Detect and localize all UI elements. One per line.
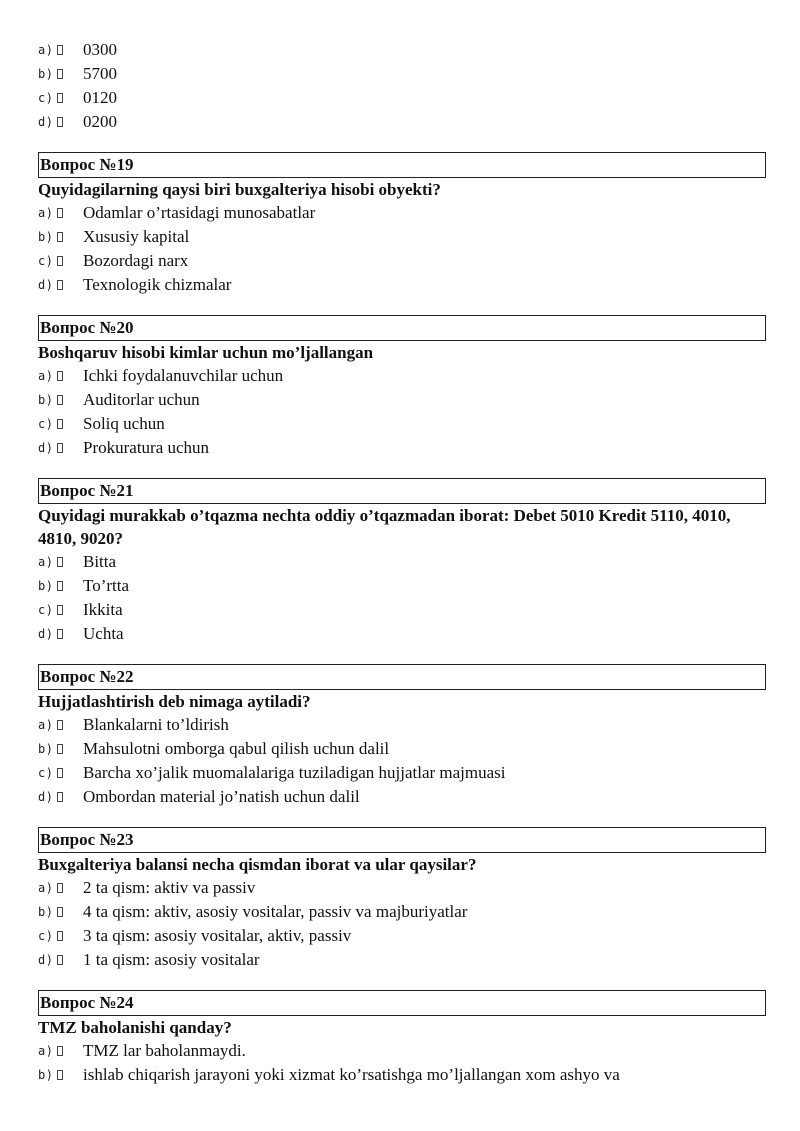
option-letter: c) — [38, 417, 54, 431]
option-letter: b) — [38, 742, 54, 756]
option-text: Blankalarni to’ldirish — [83, 715, 229, 734]
question-header: Вопрос №22 — [38, 664, 766, 690]
option-text: TMZ lar baholanmaydi. — [83, 1041, 246, 1060]
top-option-list — [38, 38, 766, 134]
option-item[interactable] — [38, 622, 766, 646]
checkbox-icon[interactable] — [57, 208, 63, 218]
checkbox-icon[interactable] — [57, 419, 63, 429]
option-letter: c) — [38, 929, 54, 943]
option-item[interactable] — [38, 713, 766, 737]
option-item[interactable] — [38, 598, 766, 622]
option-item[interactable] — [38, 1039, 766, 1063]
option-text: Ichki foydalanuvchilar uchun — [83, 366, 284, 385]
checkbox-icon[interactable] — [57, 768, 63, 778]
option-text: Bitta — [83, 552, 117, 571]
question-text: Buxgalteriya balansi necha qismdan iborat va ular qaysilar? — [38, 855, 477, 874]
option-letter: b) — [38, 905, 54, 919]
option-text: Odamlar o’rtasidagi munosabatlar — [83, 203, 316, 222]
option-letter: d) — [38, 627, 54, 641]
checkbox-icon[interactable] — [57, 69, 63, 79]
option-letter: b) — [38, 579, 54, 593]
checkbox-icon[interactable] — [57, 395, 63, 405]
option-text: 5700 — [83, 64, 117, 83]
option-item[interactable] — [38, 412, 766, 436]
question-header: Вопрос №20 — [38, 315, 766, 341]
option-text: To’rtta — [83, 576, 130, 595]
question-header: Вопрос №23 — [38, 827, 766, 853]
question-text: Quyidagi murakkab o’tqazma nechta oddiy o’tqazmadan iborat: Debet 5010 Kredit 5110, 4010, 4810, 9020? — [38, 506, 731, 548]
question-block — [38, 315, 766, 460]
option-item[interactable] — [38, 876, 766, 900]
question-block — [38, 664, 766, 809]
checkbox-icon[interactable] — [57, 955, 63, 965]
option-item[interactable] — [38, 249, 766, 273]
option-letter: a) — [38, 881, 54, 895]
option-letter: c) — [38, 766, 54, 780]
option-letter: d) — [38, 278, 54, 292]
option-item[interactable] — [38, 924, 766, 948]
checkbox-icon[interactable] — [57, 45, 63, 55]
option-letter: c) — [38, 603, 54, 617]
option-text: 0300 — [83, 40, 117, 59]
option-item[interactable] — [38, 62, 766, 86]
option-item[interactable] — [38, 364, 766, 388]
option-item[interactable] — [38, 761, 766, 785]
question-header: Вопрос №21 — [38, 478, 766, 504]
option-item[interactable] — [38, 574, 766, 598]
option-letter: a) — [38, 43, 54, 57]
checkbox-icon[interactable] — [57, 232, 63, 242]
question-block — [38, 827, 766, 972]
option-item[interactable] — [38, 785, 766, 809]
checkbox-icon[interactable] — [57, 883, 63, 893]
checkbox-icon[interactable] — [57, 1046, 63, 1056]
option-item[interactable] — [38, 436, 766, 460]
option-text: 3 ta qism: asosiy vositalar, aktiv, passiv — [83, 926, 352, 945]
checkbox-icon[interactable] — [57, 931, 63, 941]
checkbox-icon[interactable] — [57, 1070, 63, 1080]
option-text: Ikkita — [83, 600, 123, 619]
option-item[interactable] — [38, 86, 766, 110]
option-text: Texnologik chizmalar — [83, 275, 232, 294]
checkbox-icon[interactable] — [57, 443, 63, 453]
option-text: Auditorlar uchun — [83, 390, 200, 409]
question-header: Вопрос №24 — [38, 990, 766, 1016]
option-text: 1 ta qism: asosiy vositalar — [83, 950, 260, 969]
option-item[interactable] — [38, 110, 766, 134]
option-letter: b) — [38, 67, 54, 81]
option-letter: d) — [38, 115, 54, 129]
option-letter: b) — [38, 230, 54, 244]
option-letter: a) — [38, 718, 54, 732]
checkbox-icon[interactable] — [57, 93, 63, 103]
checkbox-icon[interactable] — [57, 371, 63, 381]
option-item[interactable] — [38, 273, 766, 297]
option-letter: a) — [38, 1044, 54, 1058]
option-text: Prokuratura uchun — [83, 438, 210, 457]
checkbox-icon[interactable] — [57, 605, 63, 615]
option-item[interactable] — [38, 201, 766, 225]
option-item[interactable] — [38, 388, 766, 412]
option-letter: d) — [38, 953, 54, 967]
option-text: ishlab chiqarish jarayoni yoki xizmat ko’rsatishga mo’ljallangan xom ashyo va — [83, 1065, 620, 1084]
option-letter: a) — [38, 555, 54, 569]
option-text: Barcha xo’jalik muomalalariga tuziladigan hujjatlar majmuasi — [83, 763, 506, 782]
option-text: Mahsulotni omborga qabul qilish uchun dalil — [83, 739, 390, 758]
checkbox-icon[interactable] — [57, 581, 63, 591]
option-letter: b) — [38, 393, 54, 407]
checkbox-icon[interactable] — [57, 256, 63, 266]
checkbox-icon[interactable] — [57, 557, 63, 567]
option-letter: c) — [38, 91, 54, 105]
option-item[interactable] — [38, 948, 766, 972]
option-text: Soliq uchun — [83, 414, 165, 433]
quiz-page — [38, 38, 766, 1087]
option-text: Xususiy kapital — [83, 227, 190, 246]
option-text: 0120 — [83, 88, 117, 107]
checkbox-icon[interactable] — [57, 744, 63, 754]
option-letter: c) — [38, 254, 54, 268]
question-block — [38, 478, 766, 646]
option-item[interactable] — [38, 38, 766, 62]
checkbox-icon[interactable] — [57, 629, 63, 639]
checkbox-icon[interactable] — [57, 720, 63, 730]
question-text: Hujjatlashtirish deb nimaga aytiladi? — [38, 692, 311, 711]
option-letter: a) — [38, 369, 54, 383]
question-block — [38, 152, 766, 297]
option-item[interactable] — [38, 225, 766, 249]
question-block — [38, 990, 766, 1087]
option-item[interactable] — [38, 737, 766, 761]
option-letter: d) — [38, 441, 54, 455]
option-text: Uchta — [83, 624, 124, 643]
checkbox-icon[interactable] — [57, 280, 63, 290]
option-item[interactable] — [38, 550, 766, 574]
option-letter: d) — [38, 790, 54, 804]
checkbox-icon[interactable] — [57, 117, 63, 127]
checkbox-icon[interactable] — [57, 792, 63, 802]
option-letter: a) — [38, 206, 54, 220]
option-text: 4 ta qism: aktiv, asosiy vositalar, passiv va majburiyatlar — [83, 902, 468, 921]
question-header: Вопрос №19 — [38, 152, 766, 178]
question-text: TMZ baholanishi qanday? — [38, 1018, 232, 1037]
option-letter: b) — [38, 1068, 54, 1082]
checkbox-icon[interactable] — [57, 907, 63, 917]
option-text: 0200 — [83, 112, 117, 131]
option-text: Bozordagi narx — [83, 251, 189, 270]
option-item[interactable] — [38, 900, 766, 924]
option-text: 2 ta qism: aktiv va passiv — [83, 878, 256, 897]
question-text: Quyidagilarning qaysi biri buxgalteriya hisobi obyekti? — [38, 180, 441, 199]
question-text: Boshqaruv hisobi kimlar uchun mo’ljallangan — [38, 343, 374, 362]
option-item[interactable] — [38, 1063, 766, 1087]
option-text: Ombordan material jo’natish uchun dalil — [83, 787, 360, 806]
